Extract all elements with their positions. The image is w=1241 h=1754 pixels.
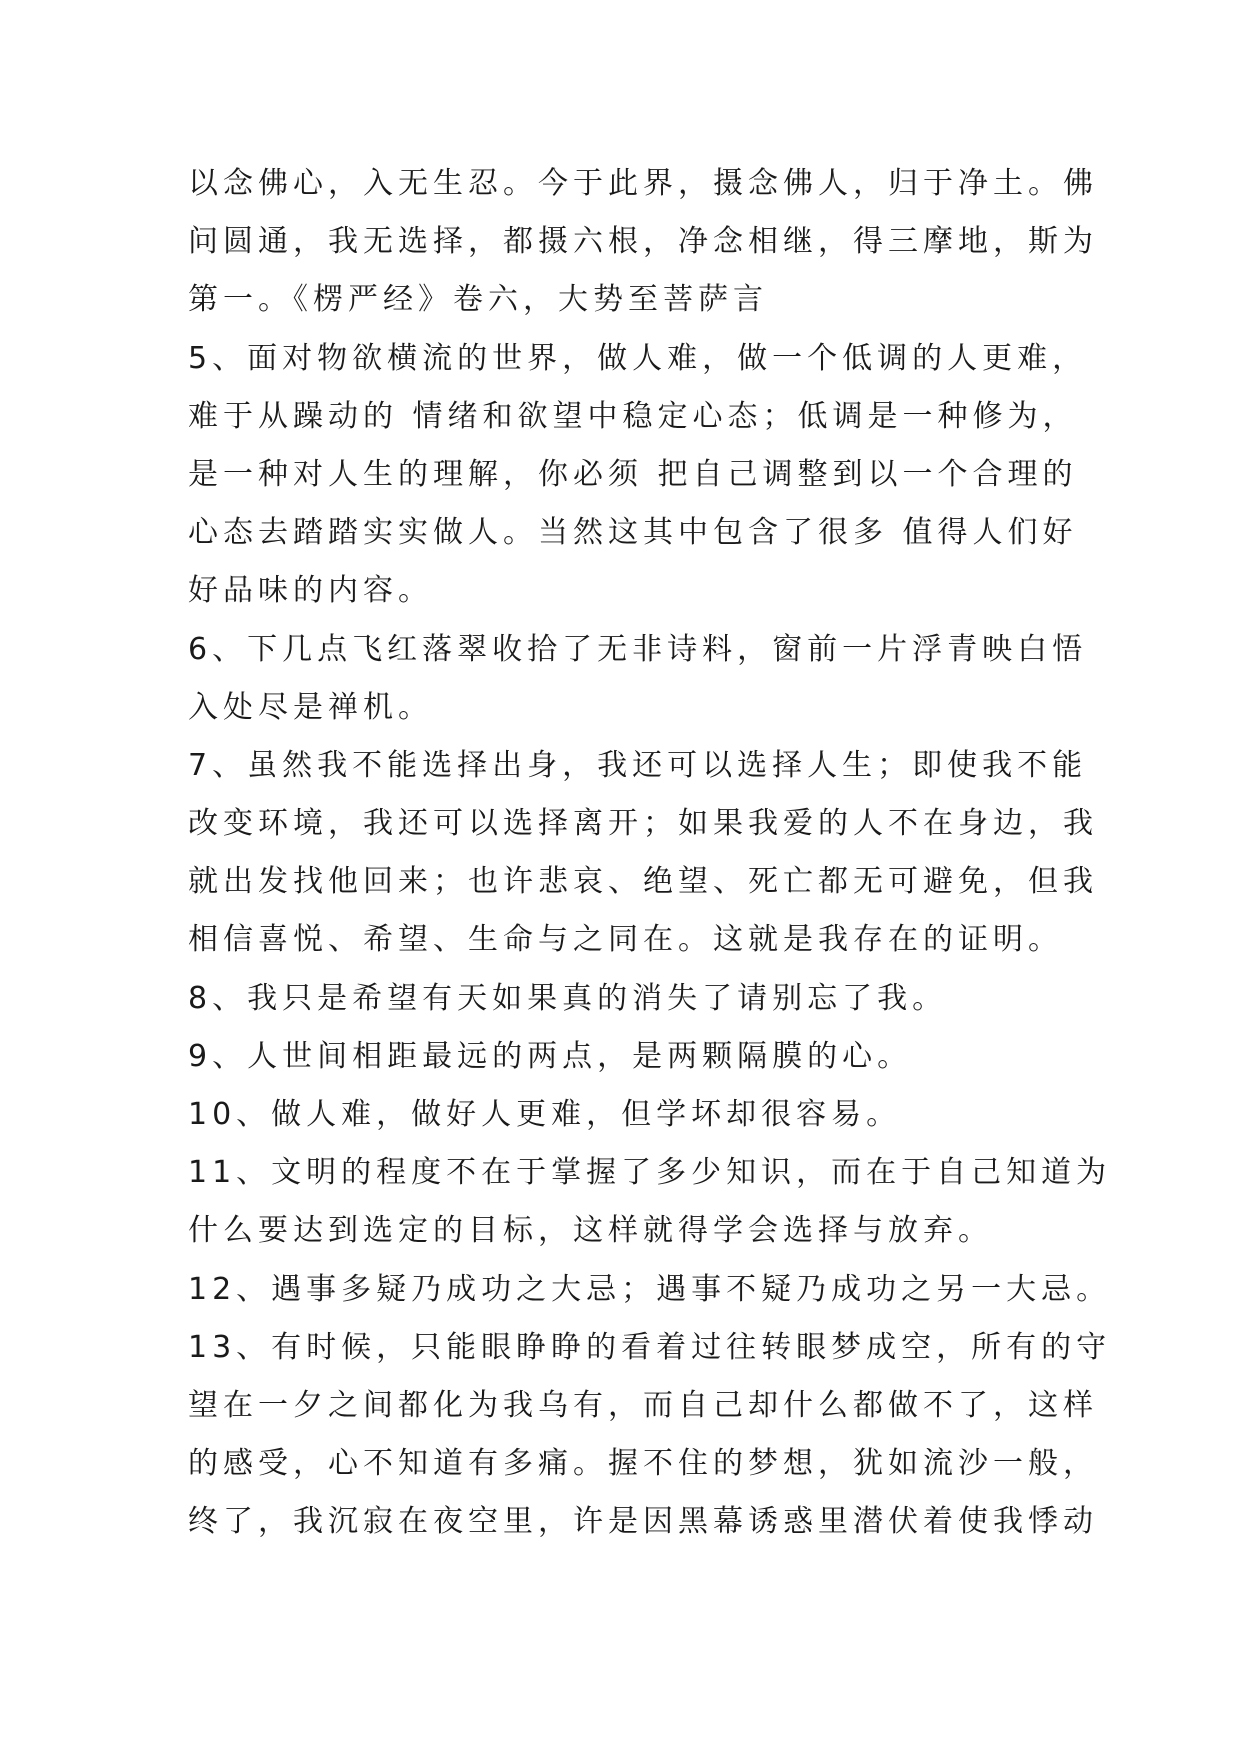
text-line: 8、我只是希望有天如果真的消失了请别忘了我。 [188,980,948,1016]
text-line: 问圆通，我无选择，都摄六根，净念相继，得三摩地，斯为 [188,224,1098,260]
text-line: 心态去踏踏实实做人。当然这其中包含了很多 值得人们好 [188,515,1078,551]
text-line: 以念佛心，入无生忍。今于此界，摄念佛人，归于净土。佛 [188,166,1098,201]
text-line: 9、人世间相距最远的两点，是两颗隔膜的心。 [188,1038,913,1074]
text-line: 好品味的内容。 [188,573,433,609]
text-line: 改变环境，我还可以选择离开；如果我爱的人不在身边，我 [188,806,1098,842]
text-line: 相信喜悦、希望、生命与之同在。这就是我存在的证明。 [188,922,1063,958]
text-line: 望在一夕之间都化为我乌有，而自己却什么都做不了，这样 [188,1387,1098,1423]
text-line: 7、虽然我不能选择出身，我还可以选择人生；即使我不能 [188,747,1088,783]
text-line: 难于从躁动的 情绪和欲望中稳定心态；低调是一种修为， [188,398,1078,434]
text-line: 入处尽是禅机。 [188,689,433,725]
text-line: 10、做人难，做好人更难，但学坏却很容易。 [188,1097,902,1132]
text-line: 是一种对人生的理解，你必须 把自己调整到以一个合理的 [188,456,1078,492]
text-line: 11、文明的程度不在于掌握了多少知识，而在于自己知道为 [188,1155,1112,1191]
text-line: 12、遇事多疑乃成功之大忌；遇事不疑乃成功之另一大忌。 [188,1271,1112,1307]
text-line: 5、面对物欲横流的世界，做人难，做一个低调的人更难， [188,340,1088,376]
text-line: 就出发找他回来；也许悲哀、绝望、死亡都无可避免，但我 [188,864,1098,900]
document-body [188,155,1112,1552]
text-line: 什么要达到选定的目标，这样就得学会选择与放弃。 [188,1213,993,1249]
text-line: 第一。《楞严经》卷六，大势至菩萨言 [188,282,768,318]
text-line: 的感受，心不知道有多痛。握不住的梦想，犹如流沙一般， [188,1446,1098,1482]
text-line: 13、有时候，只能眼睁睁的看着过往转眼梦成空，所有的守 [188,1329,1112,1365]
text-line: 终了，我沉寂在夜空里，许是因黑幕诱惑里潜伏着使我悸动 [188,1504,1098,1540]
text-line: 6、下几点飞红落翠收拾了无非诗料，窗前一片浮青映白悟 [188,631,1088,667]
